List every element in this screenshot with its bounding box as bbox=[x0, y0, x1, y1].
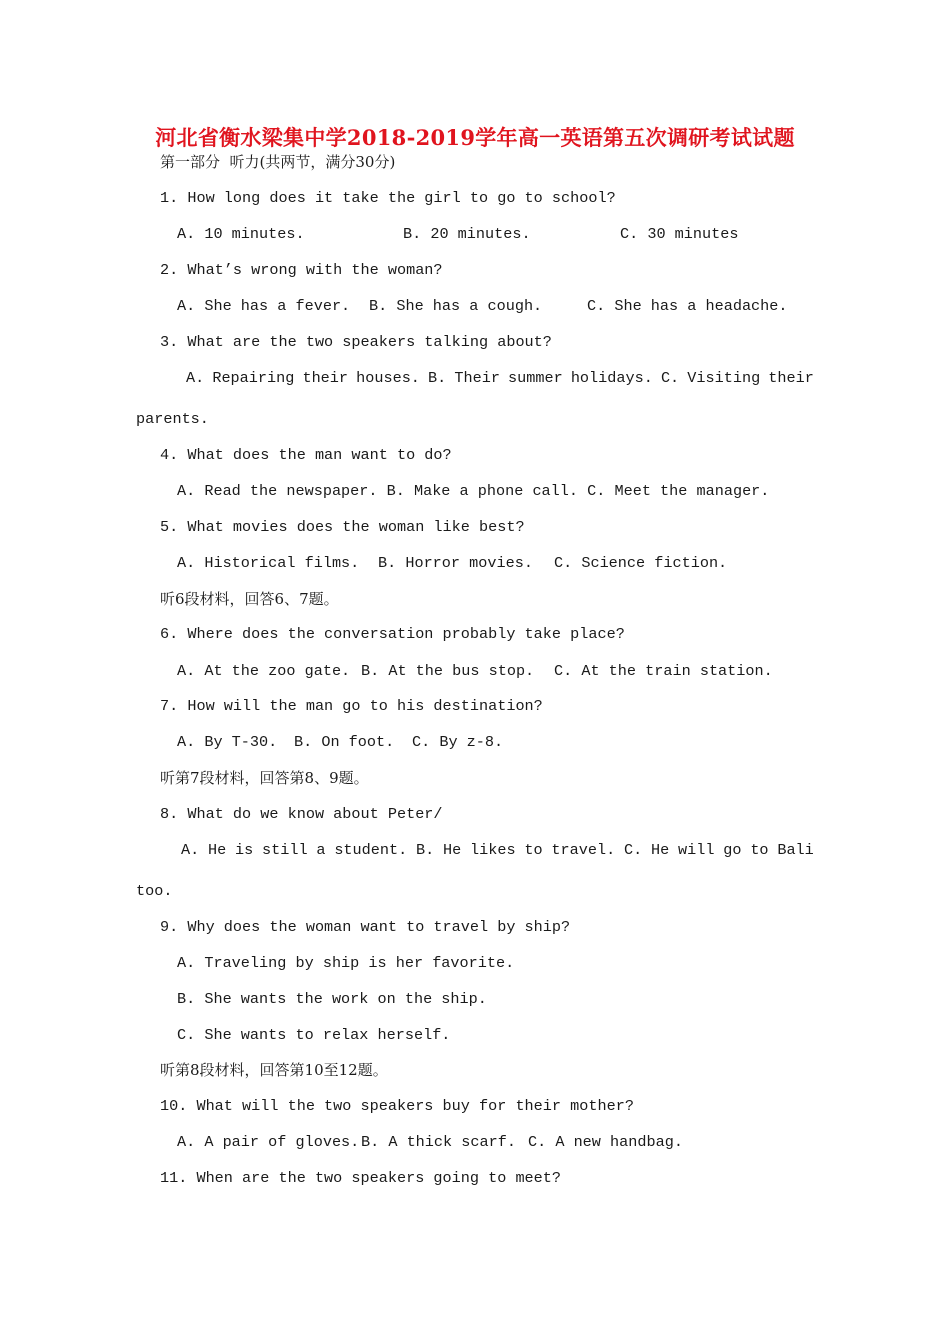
q9-option-c: C. She wants to relax herself. bbox=[177, 1026, 451, 1044]
section-instruction-7: 听第7段材料，回答第8、9题。 bbox=[160, 769, 369, 787]
q8-word: likes bbox=[470, 841, 516, 859]
q7-option-a: A. By T-30. bbox=[177, 733, 278, 751]
q4-options: A. Read the newspaper. B. Make a phone call. C. Meet the manager. bbox=[177, 482, 770, 500]
page-title: 河北省衡水梁集中学2018-2019学年高一英语第五次调研考试试题 bbox=[155, 125, 795, 150]
q3-options bbox=[186, 369, 814, 387]
question-5: 5. What movies does the woman like best? bbox=[160, 518, 525, 536]
q3-word: houses. bbox=[356, 369, 420, 387]
question-4: 4. What does the man want to do? bbox=[160, 446, 452, 464]
q1-option-c: C. 30 minutes bbox=[620, 225, 739, 243]
question-8: 8. What do we know about Peter/ bbox=[160, 805, 443, 823]
q3-word: C. bbox=[660, 369, 680, 387]
section-instruction-6: 听6段材料，回答6、7题。 bbox=[160, 590, 339, 608]
q6-option-c: C. At the train station. bbox=[554, 662, 773, 680]
q3-word: their bbox=[768, 369, 814, 387]
question-9: 9. Why does the woman want to travel by ship? bbox=[160, 918, 571, 936]
q2-option-c: C. She has a headache. bbox=[587, 297, 788, 315]
q6-option-a: A. At the zoo gate. bbox=[177, 662, 351, 680]
question-1: 1. How long does it take the girl to go to school? bbox=[160, 189, 616, 207]
q10-option-a: A. A pair of gloves. bbox=[177, 1133, 360, 1151]
question-10: 10. What will the two speakers buy for their mother? bbox=[160, 1097, 634, 1115]
question-6: 6. Where does the conversation probably take place? bbox=[160, 625, 625, 643]
q5-option-c: C. Science fiction. bbox=[554, 554, 728, 572]
q10-option-c: C. A new handbag. bbox=[528, 1133, 683, 1151]
q6-option-b: B. At the bus stop. bbox=[361, 662, 535, 680]
q8-word: travel. bbox=[551, 841, 616, 859]
q10-option-b: B. A thick scarf. bbox=[361, 1133, 516, 1151]
q1-option-a: A. 10 minutes. bbox=[177, 225, 305, 243]
q3-word: holidays. bbox=[570, 369, 653, 387]
q3-word: their bbox=[302, 369, 349, 387]
question-11: 11. When are the two speakers going to meet? bbox=[160, 1169, 562, 1187]
part-heading: 第一部分 听力(共两节，满分30分) bbox=[160, 153, 396, 171]
q8-word: C. bbox=[624, 841, 643, 859]
q8-word: Bali bbox=[777, 841, 814, 859]
q3-word: B. bbox=[428, 369, 447, 387]
q8-word: will bbox=[678, 841, 715, 859]
question-7: 7. How will the man go to his destination? bbox=[160, 697, 543, 715]
q8-word: B. bbox=[416, 841, 435, 859]
q2-option-a: A. She has a fever. bbox=[177, 297, 351, 315]
q3-word: Repairing bbox=[212, 369, 295, 387]
q7-option-c: C. By z-8. bbox=[412, 733, 504, 751]
q8-word: still bbox=[262, 841, 308, 859]
q3-word: Their bbox=[454, 369, 500, 387]
q8-word: to bbox=[524, 841, 543, 859]
q1-option-b: B. 20 minutes. bbox=[403, 225, 531, 243]
q8-word: A. bbox=[181, 841, 200, 859]
q8-continuation: too. bbox=[136, 882, 173, 900]
q8-word: go bbox=[723, 841, 742, 859]
q8-word: student. bbox=[334, 841, 408, 859]
q8-word: He bbox=[651, 841, 670, 859]
q8-word: He bbox=[443, 841, 462, 859]
q5-option-a: A. Historical films. bbox=[177, 554, 360, 572]
q3-word: Visiting bbox=[687, 369, 761, 387]
q3-word: summer bbox=[508, 369, 563, 387]
question-3: 3. What are the two speakers talking about? bbox=[160, 333, 552, 351]
q9-option-b: B. She wants the work on the ship. bbox=[177, 990, 487, 1008]
q3-word: A. bbox=[186, 369, 205, 387]
q8-word: to bbox=[750, 841, 769, 859]
q8-word: a bbox=[316, 841, 326, 859]
q8-word: He bbox=[208, 841, 227, 859]
q9-option-a: A. Traveling by ship is her favorite. bbox=[177, 954, 515, 972]
q8-word: is bbox=[235, 841, 254, 859]
section-instruction-8: 听第8段材料，回答第10至12题。 bbox=[160, 1061, 388, 1079]
q2-option-b: B. She has a cough. bbox=[369, 297, 543, 315]
q8-options bbox=[181, 841, 814, 859]
question-2: 2. What’s wrong with the woman? bbox=[160, 261, 443, 279]
q7-option-b: B. On foot. bbox=[294, 733, 395, 751]
q3-continuation: parents. bbox=[136, 410, 209, 428]
q5-option-b: B. Horror movies. bbox=[378, 554, 533, 572]
